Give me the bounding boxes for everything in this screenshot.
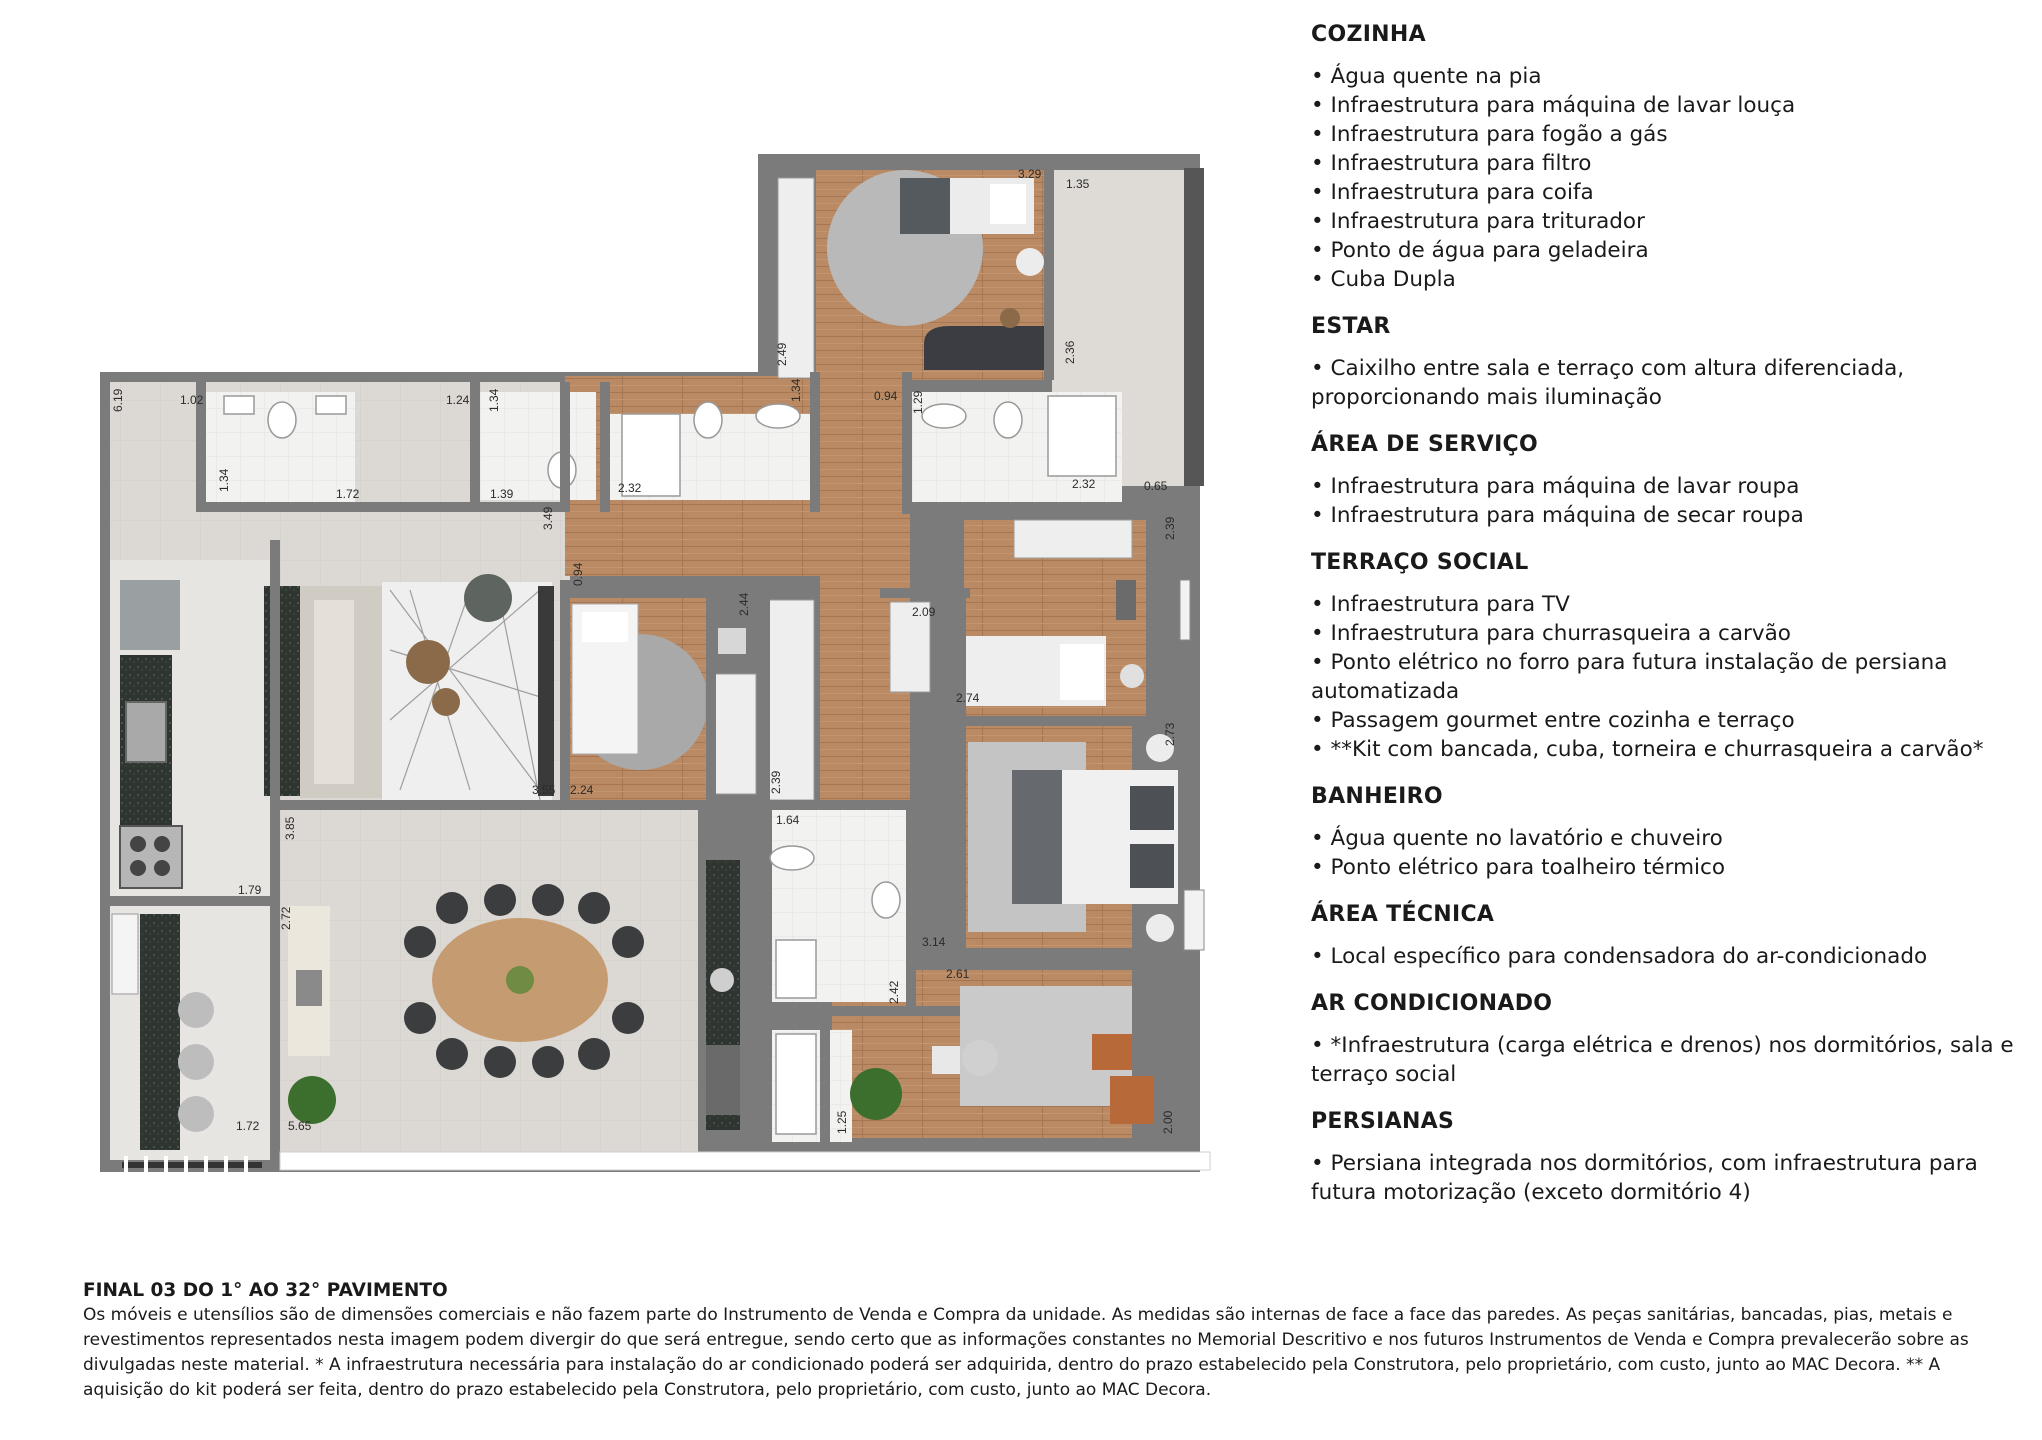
section-items	[1311, 1149, 2031, 1207]
section-items	[1311, 942, 2031, 971]
dimension-label: 2.42	[887, 980, 901, 1004]
section-area-tecnica	[1311, 900, 2031, 971]
section-title: AR CONDICIONADO	[1311, 991, 1553, 1016]
section-area-de-servico	[1311, 430, 2031, 530]
dimension-label: 1.72	[336, 487, 360, 501]
list-item: • Água quente na pia	[1311, 64, 1542, 89]
list-item: • Infraestrutura para máquina de lavar louça	[1311, 93, 1796, 118]
dimension-label: 3.85	[283, 816, 297, 840]
list-item: • Caixilho entre sala e terraço com altura diferenciada, proporcionando mais iluminação	[1311, 356, 1905, 410]
dimension-label: 1.79	[238, 883, 262, 897]
list-item: • Infraestrutura para máquina de lavar roupa	[1311, 474, 1800, 499]
dimension-label: 3.49	[541, 506, 555, 530]
dimension-label: 2.73	[1163, 722, 1177, 746]
dimension-label: 2.44	[737, 592, 751, 616]
list-item: • *Infraestrutura (carga elétrica e drenos) nos dormitórios, sala e terraço social	[1311, 1033, 2014, 1087]
list-item: • Infraestrutura para churrasqueira a carvão	[1311, 621, 1791, 646]
list-item: • Água quente no lavatório e chuveiro	[1311, 826, 1723, 851]
dimension-label: 1.34	[789, 378, 803, 402]
section-title: BANHEIRO	[1311, 784, 1443, 809]
section-items	[1311, 1031, 2031, 1089]
dimension-label: 1.02	[180, 393, 204, 407]
footer-text: Os móveis e utensílios são de dimensões comerciais e não fazem parte do Instrumento de Venda e Compra da unidade. As medidas são internas de face a face das paredes. As peças sanitárias, bancadas, pias, metais e revestimentos representados nesta imagem podem divergir do que será entregue, sendo certo que as informações constantes no Memorial Descritivo e nos futuros Instrumentos de Venda e Compra prevalecerão sobre as divulgadas neste material. * A infraestrutura necessária para instalação do ar condicionado poderá ser adquirida, dentro do prazo estabelecido pela Construtora, pelo proprietário, com custo, junto ao MAC Decora. ** A aquisição do kit poderá ser feita, dentro do prazo estabelecido pela Construtora, pelo proprietário, com custo, junto ao MAC Decora.	[83, 1305, 1969, 1400]
section-estar	[1311, 312, 2031, 412]
section-persianas	[1311, 1107, 2031, 1207]
section-items	[1311, 590, 2031, 764]
section-ar-condicionado	[1311, 989, 2031, 1089]
dimension-label: 2.72	[279, 906, 293, 930]
list-item: • Passagem gourmet entre cozinha e terraço	[1311, 708, 1795, 733]
dimension-label: 2.00	[1161, 1110, 1175, 1134]
list-item: • Cuba Dupla	[1311, 267, 1456, 292]
dimension-label: 0.65	[1144, 479, 1168, 493]
section-title: ESTAR	[1311, 314, 1391, 339]
dimension-label: 1.29	[911, 390, 925, 414]
dimension-label: 2.36	[1063, 340, 1077, 364]
dimension-label: 2.49	[775, 342, 789, 366]
dimension-label: 2.24	[570, 783, 594, 797]
dimension-label: 2.61	[946, 967, 970, 981]
dimension-label: 1.24	[446, 393, 470, 407]
section-title: TERRAÇO SOCIAL	[1311, 550, 1529, 575]
list-item: • Ponto de água para geladeira	[1311, 238, 1649, 263]
dimension-label: 2.39	[1163, 516, 1177, 540]
dimension-label: 1.39	[490, 487, 514, 501]
dimension-label: 1.35	[1066, 177, 1090, 191]
dimension-label: 2.32	[1072, 477, 1096, 491]
list-item: • Infraestrutura para máquina de secar roupa	[1311, 503, 1804, 528]
dimension-label: 1.34	[217, 468, 231, 492]
list-item: • Persiana integrada nos dormitórios, com infraestrutura para futura motorização (exceto dormitório 4)	[1311, 1151, 1978, 1205]
section-title: COZINHA	[1311, 22, 1426, 47]
list-item: • Infraestrutura para TV	[1311, 592, 1570, 617]
section-title: ÁREA TÉCNICA	[1311, 902, 1495, 927]
section-items	[1311, 354, 2031, 412]
dimension-label: 0.94	[571, 562, 585, 586]
dimension-label: 0.94	[874, 389, 898, 403]
list-item: • Local específico para condensadora do ar-condicionado	[1311, 944, 1928, 969]
section-items	[1311, 62, 2031, 294]
section-terraco-social	[1311, 548, 2031, 764]
dimension-label: 1.72	[236, 1119, 260, 1133]
footer-title: FINAL 03 DO 1° AO 32° PAVIMENTO	[83, 1280, 448, 1301]
dimension-label: 2.74	[956, 691, 980, 705]
list-item: • Infraestrutura para fogão a gás	[1311, 122, 1668, 147]
dimension-label: 6.19	[111, 388, 125, 412]
section-items	[1311, 472, 2031, 530]
list-item: • Infraestrutura para triturador	[1311, 209, 1645, 234]
dimension-label: 2.39	[769, 770, 783, 794]
dimension-label: 2.09	[912, 605, 936, 619]
section-title: PERSIANAS	[1311, 1109, 1455, 1134]
list-item: • Ponto elétrico no forro para futura instalação de persiana automatizada	[1311, 650, 1948, 704]
dimension-label: 3.29	[1018, 167, 1042, 181]
dimension-label: 1.25	[835, 1110, 849, 1134]
footer-disclaimer	[83, 1278, 2023, 1403]
section-items	[1311, 824, 2031, 882]
dimension-label: 2.32	[618, 481, 642, 495]
dimension-label: 1.64	[776, 813, 800, 827]
features-list	[1311, 20, 2031, 1225]
dimension-label: 3.55	[532, 783, 556, 797]
list-item: • Infraestrutura para filtro	[1311, 151, 1592, 176]
list-item: • Ponto elétrico para toalheiro térmico	[1311, 855, 1725, 880]
list-item: • Infraestrutura para coifa	[1311, 180, 1594, 205]
section-title: ÁREA DE SERVIÇO	[1311, 432, 1539, 457]
dimension-label: 1.34	[487, 388, 501, 412]
section-cozinha	[1311, 20, 2031, 294]
section-banheiro	[1311, 782, 2031, 882]
dimension-label: 5.65	[288, 1119, 312, 1133]
dimension-label: 3.14	[922, 935, 946, 949]
list-item: • **Kit com bancada, cuba, torneira e churrasqueira a carvão*	[1311, 737, 1984, 762]
